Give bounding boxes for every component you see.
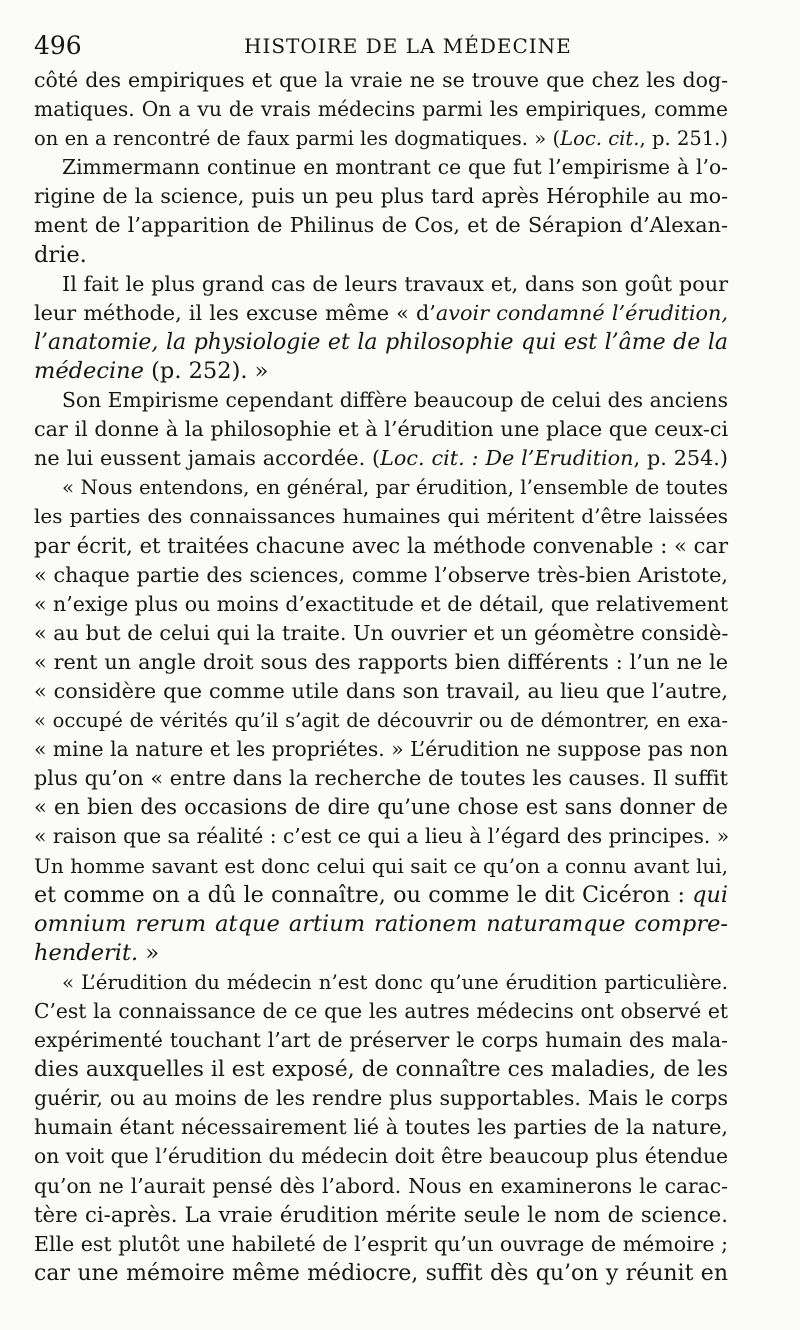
text-segment: Elle est plutôt une habileté de l’esprit qu’un ouvrage de mémoire ; xyxy=(34,1231,728,1256)
text-line xyxy=(34,386,728,415)
text-segment: « considère que comme utile dans son travail, au lieu que l’autre, xyxy=(34,678,728,703)
text-line xyxy=(34,415,728,444)
text-line xyxy=(34,706,728,735)
text-line xyxy=(34,1201,728,1230)
text-segment: « occupé de vérités qu’il s’agit de découvrir ou de démontrer, en exa- xyxy=(34,709,728,733)
text-line xyxy=(34,1259,728,1288)
text-line xyxy=(34,444,728,473)
text-line xyxy=(34,124,728,153)
text-segment: par écrit, et traitées chacune avec la méthode convenable : « car xyxy=(34,533,728,558)
text-segment: guérir, ou au moins de les rendre plus supportables. Mais le corps xyxy=(34,1086,728,1111)
text-line xyxy=(34,66,728,95)
text-segment: « raison que sa réalité : c’est ce qui a lieu à l’égard des principes. » xyxy=(34,824,730,849)
italic-text: Loc. cit. xyxy=(560,127,640,151)
text-segment: Son Empirisme cependant diffère beaucoup de celui des anciens xyxy=(62,388,728,413)
text-segment: ment de l’apparition de Philinus de Cos, et de Sérapion d’Alexan- xyxy=(34,213,728,238)
text-segment: (p. 252). » xyxy=(143,357,269,384)
text-segment: plus qu’on « entre dans la recherche de toutes les causes. Il suffit xyxy=(34,766,728,791)
italic-text: omnium rerum atque artium rationem naturamque compre- xyxy=(34,910,728,937)
text-line xyxy=(34,241,728,270)
text-segment: dies auxquelles il est exposé, de connaître ces maladies, de les xyxy=(34,1057,728,1083)
text-segment: « L’érudition du médecin n’est donc qu’une érudition particulière. xyxy=(62,970,728,994)
text-segment: rigine de la science, puis un peu plus tard après Hérophile au mo- xyxy=(34,184,728,209)
text-line xyxy=(34,561,728,590)
text-segment: car une mémoire même médiocre, suffit dès qu’on y réunit en xyxy=(34,1260,728,1286)
text-segment: Zimmermann continue en montrant ce que fut l’empirisme à l’o- xyxy=(62,155,728,180)
text-segment: car il donne à la philosophie et à l’érudition une place que ceux-ci xyxy=(34,417,729,442)
italic-text: avoir condamné l’érudition, xyxy=(435,300,728,325)
text-line xyxy=(34,182,728,211)
italic-text: henderit. xyxy=(34,939,139,966)
text-line xyxy=(34,793,728,822)
text-line xyxy=(34,1084,728,1113)
text-line xyxy=(34,1026,728,1055)
text-line xyxy=(34,1230,728,1259)
body-text xyxy=(34,66,728,1288)
text-line xyxy=(34,328,728,357)
text-segment: « en bien des occasions de dire qu’une chose est sans donner de xyxy=(34,795,728,820)
text-segment: Un homme savant est donc celui qui sait ce qu’on a connu avant lui, xyxy=(34,853,728,878)
text-line xyxy=(34,1055,728,1084)
text-segment: « Nous entendons, en général, par érudition, l’ensemble de toutes xyxy=(62,476,728,500)
text-line xyxy=(34,822,728,851)
text-segment: « chaque partie des sciences, comme l’observe très-bien Aristote, xyxy=(34,562,728,587)
text-segment: , p. 251.) xyxy=(639,127,728,151)
text-line xyxy=(34,473,728,502)
page-header xyxy=(34,28,728,64)
text-segment: tère ci-après. La vraie érudition mérite seule le nom de science. xyxy=(34,1202,728,1228)
running-title: HISTOIRE DE LA MÉDECINE xyxy=(244,34,572,58)
text-line xyxy=(34,968,728,997)
text-line xyxy=(34,357,728,386)
text-segment: côté des empiriques et que la vraie ne se trouve que chez les dog- xyxy=(34,68,728,92)
text-segment: humain étant nécessairement lié à toutes les parties de la nature, xyxy=(34,1115,728,1140)
text-segment: leur méthode, il les excuse même « d’ xyxy=(34,300,436,325)
text-line xyxy=(34,677,728,706)
text-line xyxy=(34,211,728,240)
italic-text: Loc. cit. : De l’Erudition xyxy=(380,446,634,471)
text-line xyxy=(34,532,728,561)
text-line xyxy=(34,590,728,619)
page-number: 496 xyxy=(34,31,82,60)
text-line xyxy=(34,1172,728,1201)
text-line xyxy=(34,910,728,939)
text-segment: Il fait le plus grand cas de leurs travaux et, dans son goût pour xyxy=(62,271,728,296)
text-line xyxy=(34,939,728,968)
text-line xyxy=(34,881,728,910)
text-segment: « rent un angle droit sous des rapports bien différents : l’un ne le xyxy=(34,649,728,674)
text-segment: ne lui eussent jamais accordée. ( xyxy=(34,446,381,471)
text-segment: » xyxy=(138,939,160,966)
text-line xyxy=(34,648,728,677)
text-line xyxy=(34,619,728,648)
italic-text: médecine xyxy=(34,357,144,384)
text-line xyxy=(34,270,728,299)
text-segment: qu’on ne l’aurait pensé dès l’abord. Nous en examinerons le carac- xyxy=(34,1173,728,1198)
text-segment: « mine la nature et les propriétes. » L’érudition ne suppose pas non xyxy=(34,737,728,762)
text-line xyxy=(34,95,728,124)
text-line xyxy=(34,299,728,328)
text-segment: on en a rencontré de faux parmi les dogmatiques. » ( xyxy=(34,127,561,151)
text-segment: les parties des connaissances humaines qui méritent d’être laissées xyxy=(34,504,728,529)
text-line xyxy=(34,764,728,793)
text-segment: « au but de celui qui la traite. Un ouvrier et un géomètre considè- xyxy=(34,620,729,645)
text-segment: et comme on a dû le connaître, ou comme le dit Cicéron : xyxy=(34,881,693,908)
text-line xyxy=(34,153,728,182)
text-segment: , p. 254.) xyxy=(633,446,728,471)
text-segment: « n’exige plus ou moins d’exactitude et de détail, que relativement xyxy=(34,591,729,616)
text-line xyxy=(34,997,728,1026)
text-line xyxy=(34,1113,728,1142)
text-line xyxy=(34,502,728,531)
text-line xyxy=(34,735,728,764)
text-segment: on voit que l’érudition du médecin doit être beaucoup plus étendue xyxy=(34,1144,728,1169)
text-segment: C’est la connaissance de ce que les autres médecins ont observé et xyxy=(34,999,728,1023)
text-segment: expérimenté touchant l’art de préserver le corps humain des mala- xyxy=(34,1028,728,1053)
italic-text: qui xyxy=(692,881,728,908)
text-segment: drie. xyxy=(34,241,87,268)
text-line xyxy=(34,1142,728,1171)
text-line xyxy=(34,852,728,881)
text-segment: matiques. On a vu de vrais médecins parmi les empiriques, comme xyxy=(34,97,728,122)
italic-text: l’anatomie, la physiologie et la philosophie qui est l’âme de la xyxy=(34,329,728,355)
